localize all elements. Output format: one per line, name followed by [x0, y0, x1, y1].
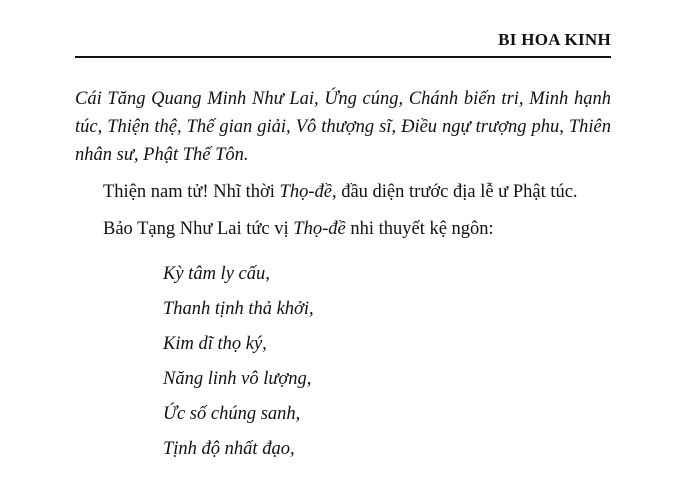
- running-header-title: BI HOA KINH: [498, 30, 611, 49]
- verse-block: [163, 257, 611, 467]
- book-page: [75, 0, 611, 499]
- paragraph-text: , đầu diện trước địa lễ ư Phật túc.: [331, 182, 578, 202]
- paragraph-buddha-titles: Cái Tăng Quang Minh Như Lai, Ứng cúng, Chánh biến tri, Minh hạnh túc, Thiện thệ, Thế gian giải, Vô thượng sĩ, Điều ngự trượng phu, Thiên nhân sư, Phật Thế Tôn.: [75, 89, 611, 165]
- paragraph-text: Thiện nam tử! Nhĩ thời: [103, 182, 280, 202]
- verse-line: Kim dĩ thọ ký,: [163, 334, 267, 354]
- name-tho-de: Thọ-đề: [279, 182, 332, 202]
- verse-line: Kỳ tâm ly cấu,: [163, 264, 270, 284]
- name-tho-de: Thọ-đề: [293, 219, 346, 239]
- paragraph-text: Bảo Tạng Như Lai tức vị: [103, 219, 294, 239]
- body-text: [75, 85, 611, 467]
- verse-line: Thanh tịnh thả khởi,: [163, 299, 314, 319]
- paragraph-text: nhi thuyết kệ ngôn:: [345, 219, 494, 239]
- header-rule: [75, 56, 611, 58]
- verse-line: Năng linh vô lượng,: [163, 369, 312, 389]
- verse-line: Ức số chúng sanh,: [163, 404, 301, 424]
- paragraph-prostration: [75, 178, 611, 206]
- paragraph-verse-intro: [75, 215, 611, 243]
- verse-line: Tịnh độ nhất đạo,: [163, 439, 295, 459]
